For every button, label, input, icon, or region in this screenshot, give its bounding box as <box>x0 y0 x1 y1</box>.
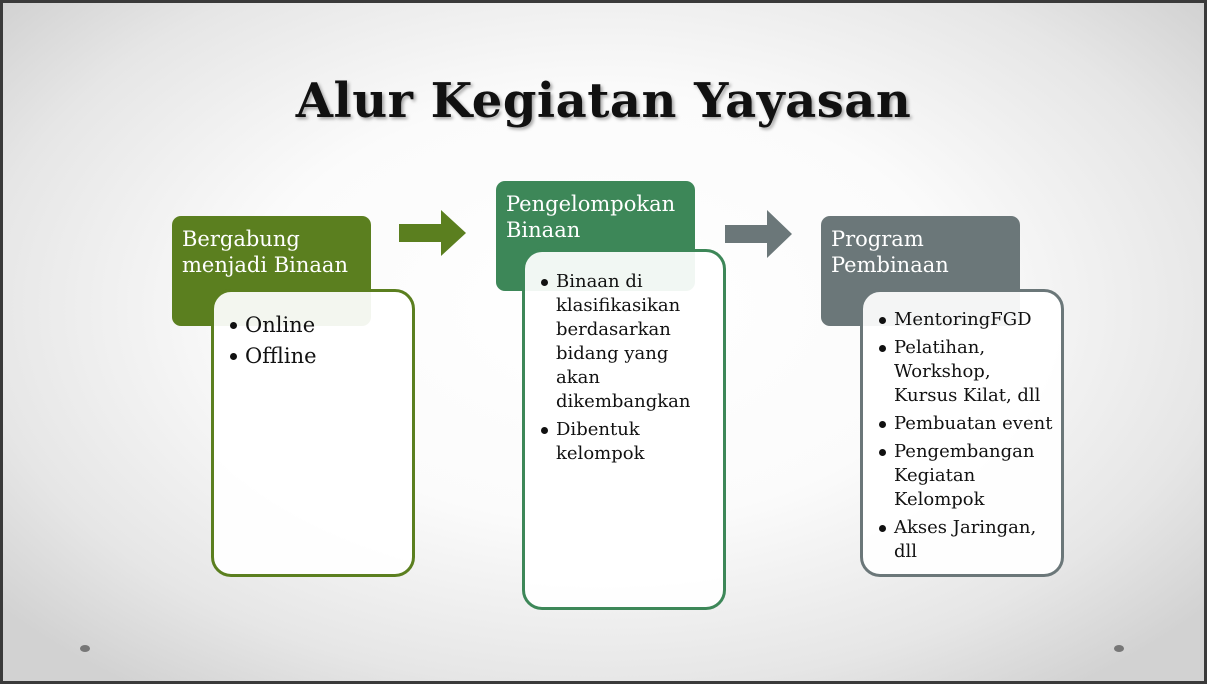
step-2-item: Dibentuk kelompok <box>539 418 715 466</box>
slide-title: Alur Kegiatan Yayasan <box>295 73 912 129</box>
step-2-heading: Pengelompokan Binaan <box>496 181 695 291</box>
arrow-right-icon <box>399 208 469 258</box>
step-3-heading: Program Pembinaan <box>821 216 1020 326</box>
slide-corner-dot <box>1114 645 1124 652</box>
step-3-body <box>860 289 1064 577</box>
arrow-right-icon <box>725 208 795 260</box>
step-3-item: Pengembangan Kegiatan Kelompok <box>877 440 1055 512</box>
slide-corner-dot <box>80 645 90 652</box>
step-3-item: Akses Jaringan, dll <box>877 516 1055 564</box>
step-2-body <box>522 249 726 610</box>
step-3-item: MentoringFGD <box>877 308 1055 332</box>
step-1-heading: Bergabung menjadi Binaan <box>172 216 371 326</box>
step-1-body <box>211 289 415 577</box>
slide <box>3 3 1204 681</box>
step-3-item: Pembuatan event <box>877 412 1055 436</box>
step-2-item: Binaan di klasifikasikan berdasarkan bidang yang akan dikembangkan <box>539 270 715 414</box>
step-1-item: Online <box>228 310 402 341</box>
step-3-item: Pelatihan, Workshop, Kursus Kilat, dll <box>877 336 1055 408</box>
step-1-item: Offline <box>228 341 402 372</box>
